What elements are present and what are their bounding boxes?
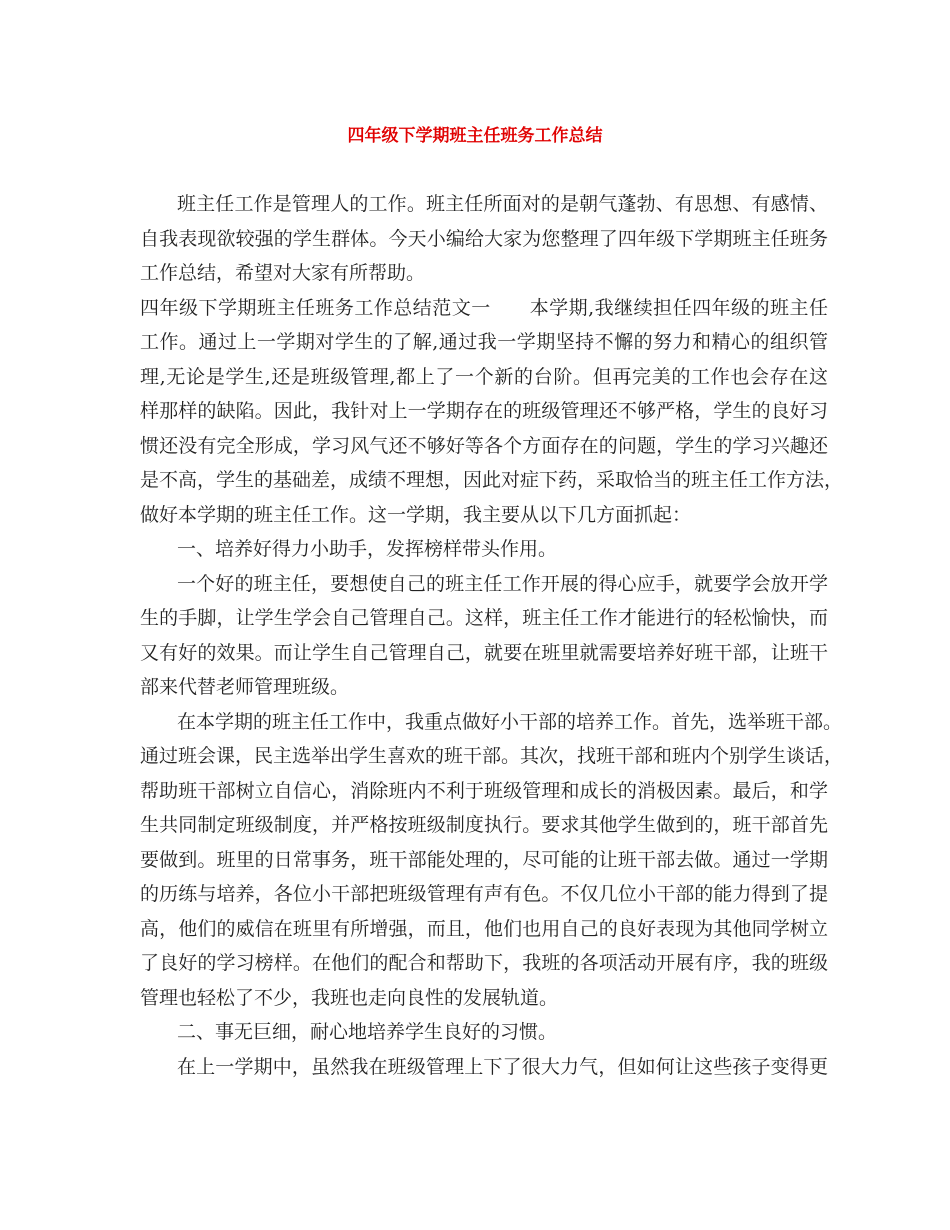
- paragraph-line: 工作。通过上一学期对学生的了解,通过我一学期坚持不懈的努力和精心的组织管: [140, 331, 828, 353]
- paragraph-line: 又有好的效果。而让学生自己管理自己，就要在班里就需要培养好班干部，让班干: [140, 641, 828, 664]
- paragraph-line: 惯还没有完全形成，学习风气还不够好等各个方面存在的问题，学生的学习兴趣还: [140, 434, 828, 457]
- section-heading: 一、培养好得力小助手，发挥榜样带头作用。: [177, 538, 558, 560]
- paragraph-line: 样那样的缺陷。因此，我针对上一学期存在的班级管理还不够严格，学生的良好习: [140, 400, 828, 422]
- paragraph-line: 四年级下学期班主任班务工作总结范文一 本学期,我继续担任四年级的班主任: [140, 296, 828, 319]
- document-body: [140, 187, 844, 1084]
- paragraph-line: 在上一学期中，虽然我在班级管理上下了很大力气，但如何让这些孩子变得更: [177, 1055, 828, 1078]
- section-heading: 二、事无巨细，耐心地培养学生良好的习惯。: [177, 1021, 558, 1043]
- paragraph-line: 要做到。班里的日常事务，班干部能处理的，尽可能的让班干部去做。通过一学期: [140, 848, 828, 871]
- paragraph-line: 在本学期的班主任工作中，我重点做好小干部的培养工作。首先，选举班干部。: [177, 710, 843, 733]
- document-title: 四年级下学期班主任班务工作总结: [347, 126, 603, 146]
- paragraph-line: 理,无论是学生,还是班级管理,都上了一个新的台阶。但再完美的工作也会存在这: [140, 365, 828, 388]
- paragraph-line: 高，他们的威信在班里有所增强，而且，他们也用自己的良好表现为其他同学树立: [140, 917, 828, 940]
- paragraph-line: 工作总结，希望对大家有所帮助。: [140, 262, 426, 284]
- paragraph-line: 生的手脚，让学生学会自己管理自己。这样，班主任工作才能进行的轻松愉快，而: [140, 607, 828, 629]
- paragraph-line: 帮助班干部树立自信心，消除班内不利于班级管理和成长的消极因素。最后，和学: [140, 779, 828, 802]
- paragraph-line: 是不高，学生的基础差，成绩不理想，因此对症下药，采取恰当的班主任工作方法，: [140, 469, 844, 491]
- paragraph-line: 自我表现欲较强的学生群体。今天小编给大家为您整理了四年级下学期班主任班务: [140, 227, 828, 250]
- paragraph-line: 通过班会课，民主选举出学生喜欢的班干部。其次，找班干部和班内个别学生谈话，: [140, 745, 844, 767]
- paragraph-line: 生共同制定班级制度，并严格按班级制度执行。要求其他学生做到的，班干部首先: [140, 814, 828, 836]
- paragraph-line: 一个好的班主任，要想使自己的班主任工作开展的得心应手，就要学会放开学: [177, 572, 828, 595]
- paragraph-line: 做好本学期的班主任工作。这一学期，我主要从以下几方面抓起：: [140, 503, 692, 526]
- paragraph-line: 班主任工作是管理人的工作。班主任所面对的是朝气蓬勃、有思想、有感情、: [177, 193, 828, 215]
- paragraph-line: 的历练与培养，各位小干部把班级管理有声有色。不仅几位小干部的能力得到了提: [140, 883, 828, 905]
- paragraph-line: 部来代替老师管理班级。: [140, 676, 350, 698]
- paragraph-line: 管理也轻松了不少，我班也走向良性的发展轨道。: [140, 986, 559, 1009]
- paragraph-line: 了良好的学习榜样。在他们的配合和帮助下，我班的各项活动开展有序，我的班级: [140, 952, 828, 974]
